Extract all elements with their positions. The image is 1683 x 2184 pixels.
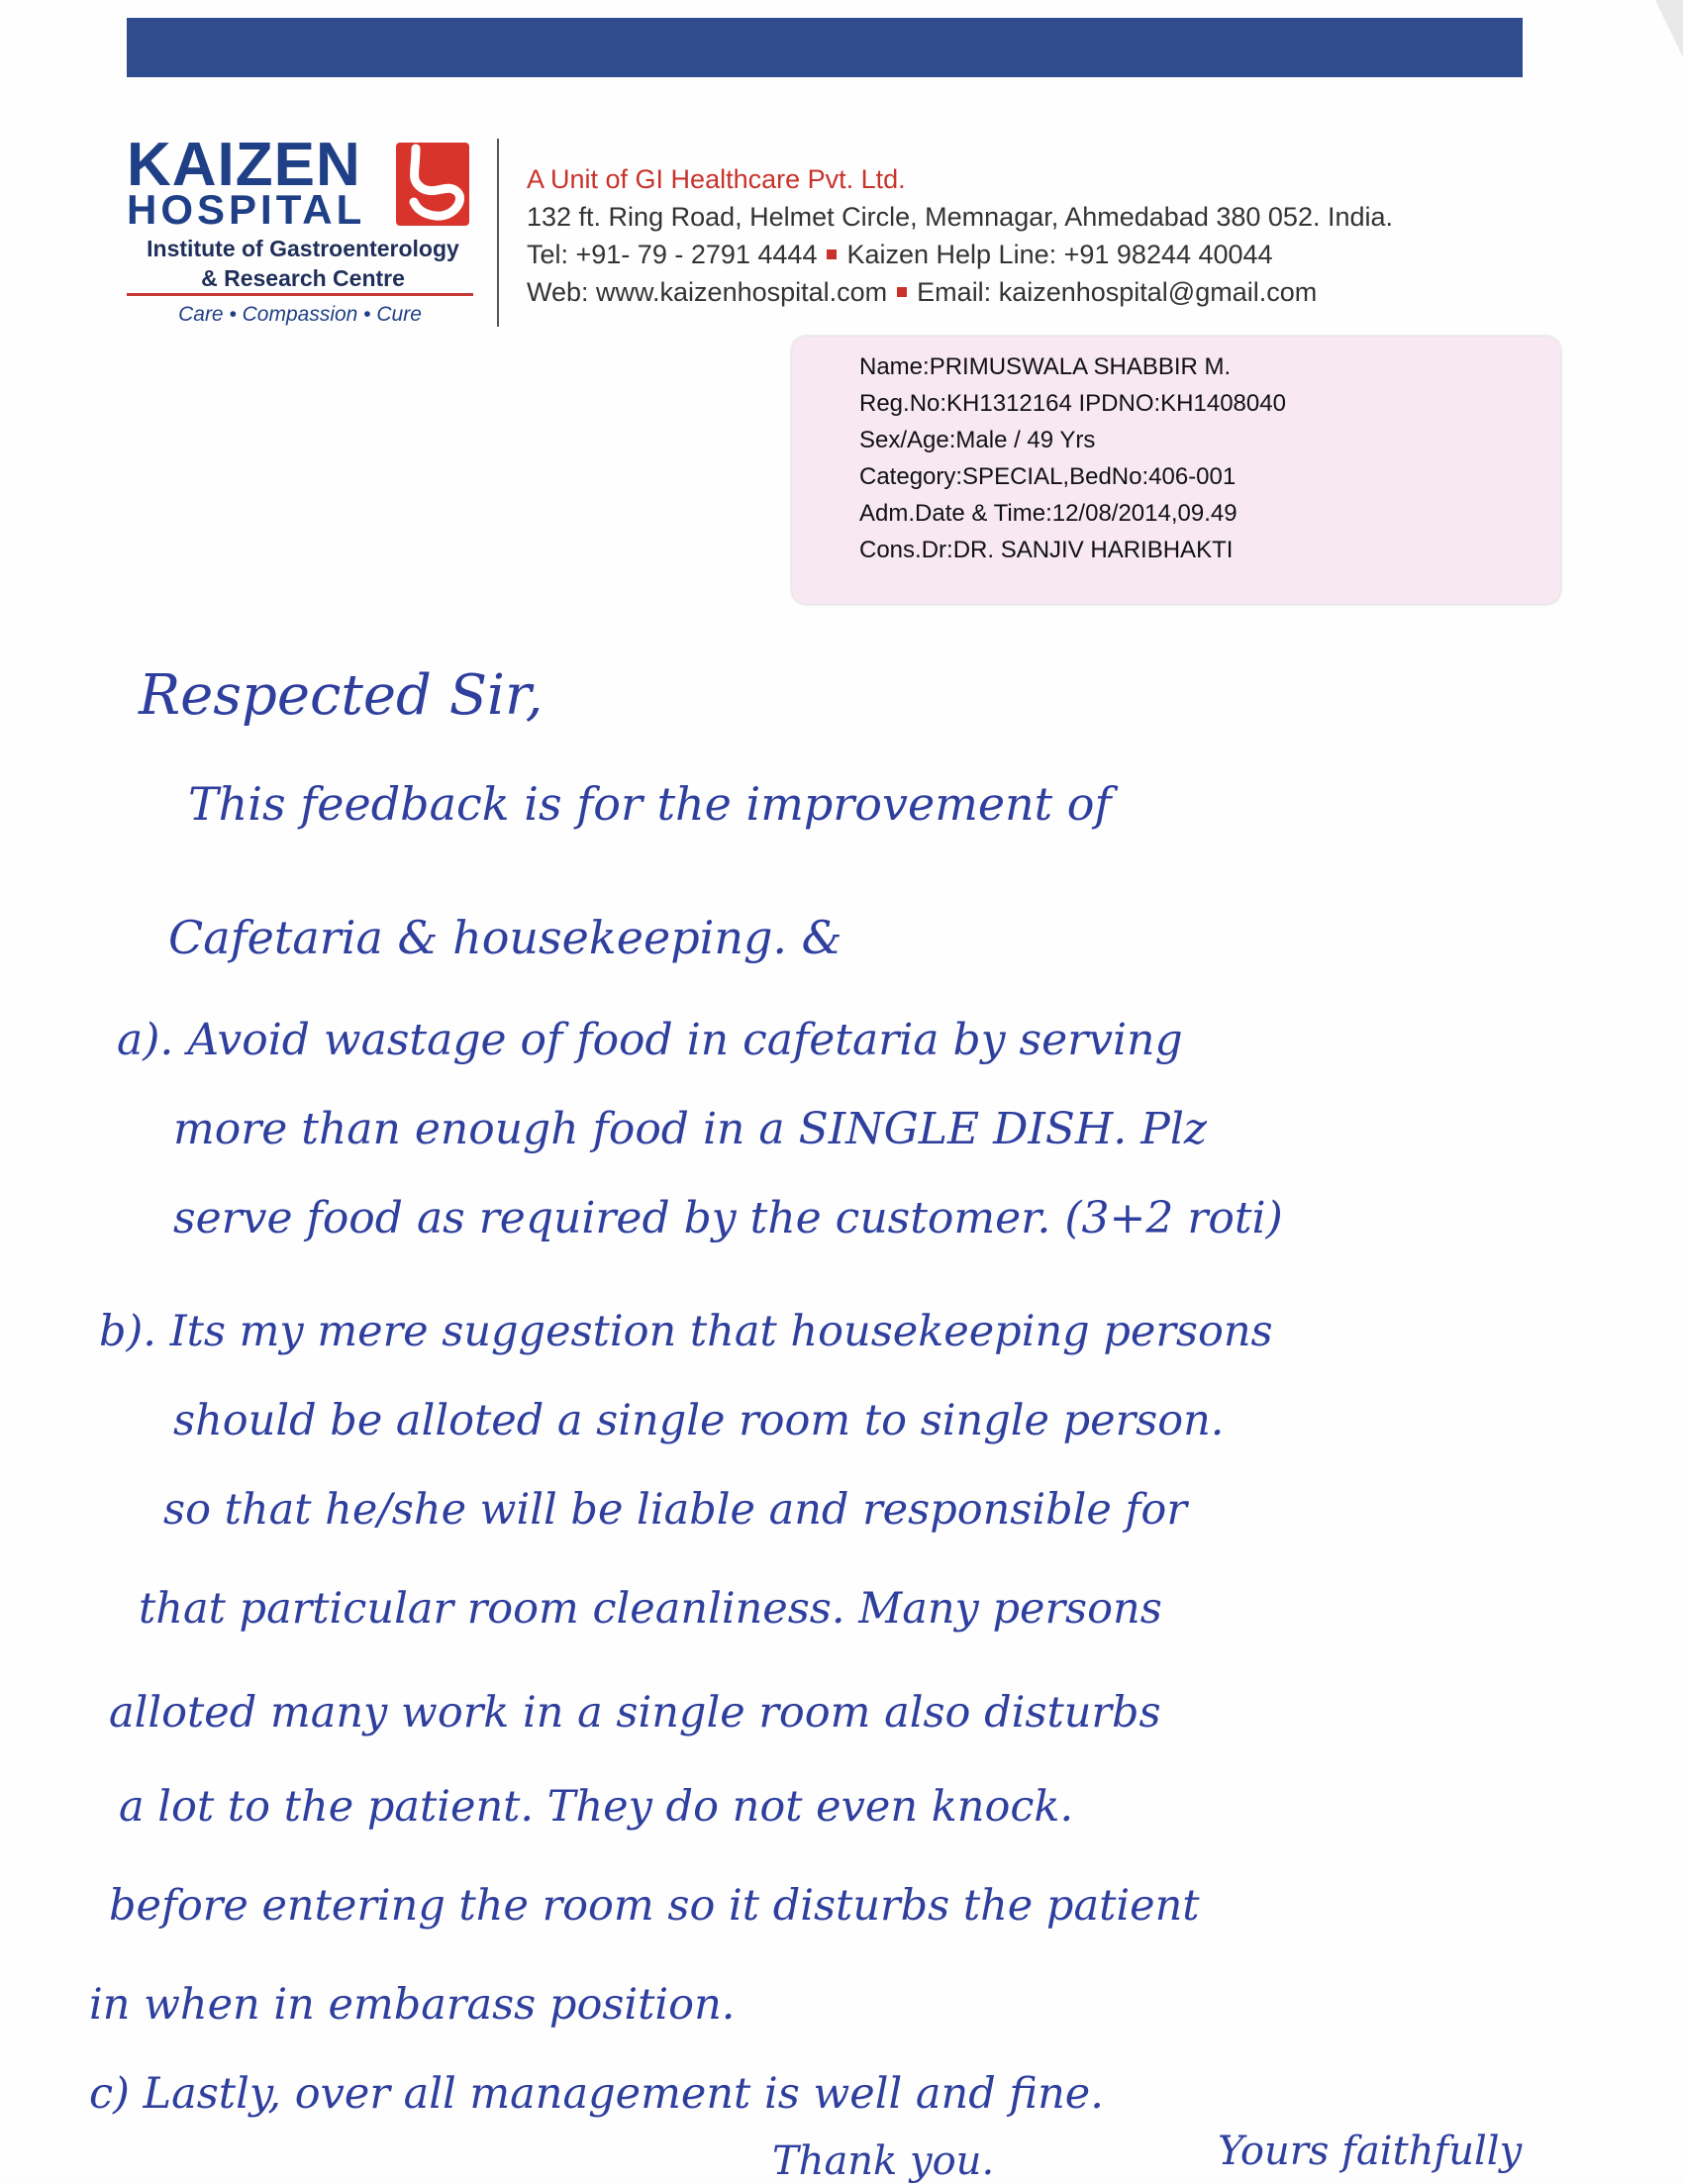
closing-signoff: Yours faithfully [1218,2129,1523,2174]
letter-line: so that he/she will be liable and responsible for [163,1485,1187,1535]
patient-name: Name:PRIMUSWALA SHABBIR M. [859,353,1232,380]
phone-line [527,236,1393,273]
letter-line: more than enough food in a SINGLE DISH. Plz [173,1104,1208,1154]
logo-divider [127,293,473,296]
letter-line: in when in embarass position. [89,1980,736,2030]
website: Web: www.kaizenhospital.com [527,277,888,307]
hospital-logo [127,129,483,337]
stomach-icon [396,143,469,226]
telephone: Tel: +91- 79 - 2791 4444 [527,240,818,269]
letter-line: a lot to the patient. They do not even knock. [119,1782,1074,1832]
patient-category: Category:SPECIAL,BedNo:406-001 [859,463,1237,490]
admission-datetime: Adm.Date & Time:12/08/2014,09.49 [859,500,1238,527]
letter-line: before entering the room so it disturbs the patient [109,1881,1200,1931]
institute-line-1: Institute of Gastroenterology [147,236,459,261]
letter-line: that particular room cleanliness. Many persons [139,1584,1162,1634]
letter-line: This feedback is for the improvement of [188,777,1112,831]
closing-thanks: Thank you. [772,2138,995,2184]
contact-line [527,273,1393,311]
letter-line: a). Avoid wastage of food in cafetaria by serving [117,1015,1183,1065]
logo-tagline: Care • Compassion • Cure [178,303,422,326]
letterhead-top-bar [127,18,1523,77]
logo-subword: HOSPITAL [127,186,366,233]
letter-line: should be alloted a single room to single person. [173,1396,1225,1445]
patient-label-sticker [792,337,1560,604]
company-unit: A Unit of GI Healthcare Pvt. Ltd. [527,164,906,194]
email: Email: kaizenhospital@gmail.com [917,277,1318,307]
letter-line: c) Lastly, over all management is well and fine. [89,2069,1104,2119]
institute-name [133,234,473,293]
patient-details [859,348,1286,568]
letter-line: b). Its my mere suggestion that housekeeping persons [99,1307,1273,1356]
salutation: Respected Sir, [139,663,544,728]
institute-line-2: & Research Centre [201,265,405,291]
patient-reg-no: Reg.No:KH1312164 IPDNO:KH1408040 [859,390,1286,417]
letter-line: Cafetaria & housekeeping. & [168,911,842,964]
street-address: 132 ft. Ring Road, Helmet Circle, Memnagar, Ahmedabad 380 052. India. [527,202,1394,232]
letterhead-divider [497,139,499,327]
letter-line: serve food as required by the customer. (3+2 roti) [173,1193,1283,1243]
show-through-text [713,69,727,120]
letterhead-address-block [527,160,1393,311]
helpline: Kaizen Help Line: +91 98244 40044 [846,240,1273,269]
consultant-doctor: Cons.Dr:DR. SANJIV HARIBHAKTI [859,537,1234,563]
bullet-square-icon [827,249,837,259]
patient-sex-age: Sex/Age:Male / 49 Yrs [859,427,1096,453]
page-corner-curl [1653,0,1683,59]
letter-line: alloted many work in a single room also disturbs [109,1688,1161,1737]
logo-word: KAIZEN [127,131,361,199]
bullet-square-icon [897,287,907,297]
